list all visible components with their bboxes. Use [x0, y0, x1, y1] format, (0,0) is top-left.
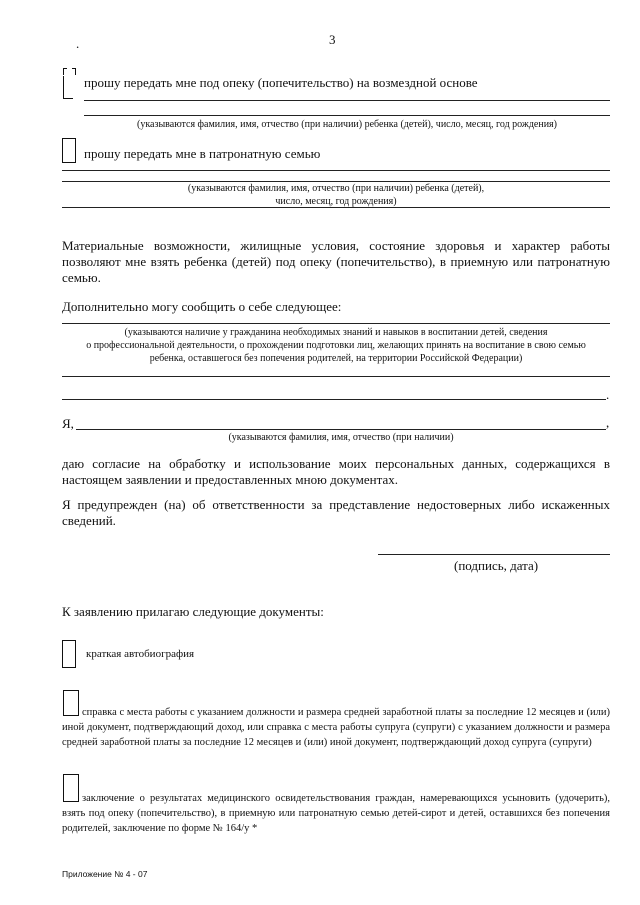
i-label: Я,	[62, 416, 74, 431]
attachment-income-certificate: справка с места работы с указанием должности и размера средней заработной платы за последние 12 месяцев и (или) иной документ, подтверждающий доход, или справка с места работы супруга (супруги) с указанием должности и размера средней заработной платы за последние 12 месяцев и (или) иной документ, подтверждающий доход супруга (супруги)	[62, 707, 610, 748]
page-number: 3	[329, 32, 336, 47]
additional-info-field-2[interactable]	[62, 376, 610, 377]
additional-info-field[interactable]	[62, 323, 610, 324]
additional-info-label: Дополнительно могу сообщить о себе следующее:	[62, 299, 342, 314]
fio-field[interactable]	[76, 429, 606, 430]
checkbox-paid-guardianship[interactable]	[63, 76, 73, 99]
signature-hint: (подпись, дата)	[454, 558, 539, 573]
bracket-mark-icon	[62, 138, 76, 139]
checkbox-autobiography[interactable]	[62, 640, 76, 668]
additional-info-field-3[interactable]	[62, 399, 606, 400]
corner-mark: .	[76, 36, 80, 51]
hint-skills-line3: ребенка, оставшегося без попечения родителей, на территории Российской Федерации)	[149, 353, 523, 364]
line-end-dot: .	[606, 387, 610, 402]
hint-fio: (указываются фамилия, имя, отчество (при наличии)	[228, 432, 454, 443]
attachments-label: К заявлению прилагаю следующие документы:	[62, 604, 324, 619]
hint-child-2-line1: (указываются фамилия, имя, отчество (при наличии) ребенка (детей),	[187, 183, 485, 194]
bracket-mark-icon	[63, 68, 67, 75]
footer-note: Приложение № 4 - 07	[62, 869, 148, 879]
responsibility-paragraph: Я предупрежден (на) об ответственности за представление недостоверных либо искаженных сведений.	[62, 497, 610, 528]
option-paid-guardianship-label: прошу передать мне под опеку (попечительство) на возмездной основе	[84, 75, 478, 90]
child-info-field-2a[interactable]	[62, 170, 610, 171]
hint-child-1: (указываются фамилия, имя, отчество (при наличии) ребенка (детей), число, месяц, год рождения)	[137, 119, 557, 130]
option-foster-family-label: прошу передать мне в патронатную семью	[84, 146, 321, 161]
i-line-end: ,	[606, 415, 610, 430]
hint-skills-line2: о профессиональной деятельности, о прохождении подготовки лиц, желающих принять на воспитание в свою семью	[86, 340, 586, 351]
consent-paragraph: даю согласие на обработку и использование моих персональных данных, содержащихся в настоящем заявлении и предоставленных мною документах.	[62, 456, 610, 487]
child-info-field-1a[interactable]	[84, 100, 610, 101]
child-info-field-1b[interactable]	[84, 115, 610, 116]
divider	[62, 207, 610, 208]
attachment-autobiography: краткая автобиография	[86, 648, 195, 660]
bracket-mark-icon	[72, 68, 76, 75]
hint-skills-line1: (указываются наличие у гражданина необходимых знаний и навыков в воспитании детей, сведения	[124, 327, 548, 338]
material-paragraph: Материальные возможности, жилищные условия, состояние здоровья и характер работы позволяют мне взять ребенка (детей) под опеку (попечительство), в приемную или патронатную семью.	[62, 238, 610, 285]
signature-field[interactable]	[378, 554, 610, 555]
checkbox-foster-family[interactable]	[62, 138, 76, 163]
hint-child-2-line2: число, месяц, год рождения)	[275, 196, 397, 207]
attachment-medical-report: заключение о результатах медицинского освидетельствования граждан, намеревающихся усыновить (удочерить), взять под опеку (попечительство), в приемную или патронатную семью детей-сирот и детей, оставшихся без попечения родителей, заключение по форме № 164/у *	[62, 793, 610, 834]
